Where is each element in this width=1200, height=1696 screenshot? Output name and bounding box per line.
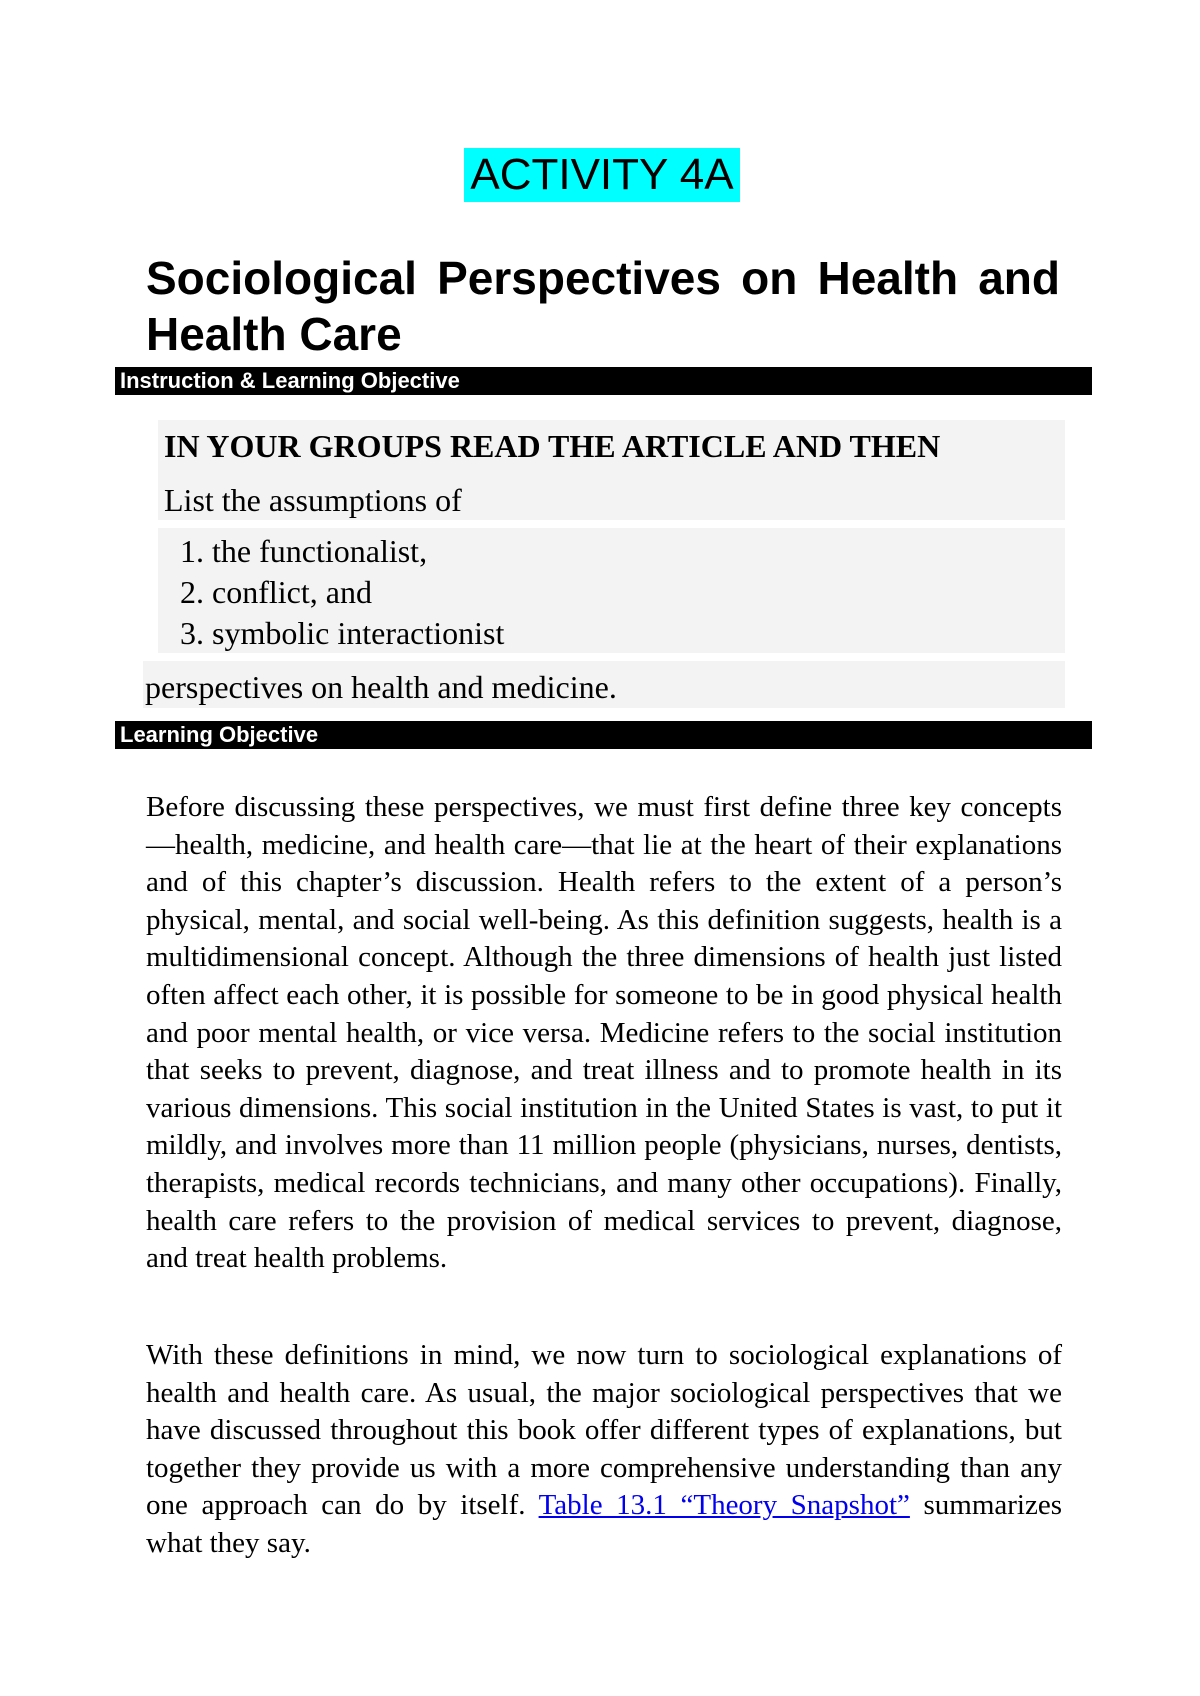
perspective-list	[180, 531, 504, 654]
theory-snapshot-link[interactable]: Table 13.1 “Theory Snapshot”	[538, 1489, 910, 1522]
activity-title-wrap	[0, 148, 1200, 202]
document-title: Sociological Perspectives on Health and Health Care	[146, 252, 1060, 360]
activity-title: ACTIVITY 4A	[464, 148, 739, 202]
body-paragraph-definitions: Before discussing these perspectives, we must first define three key concepts—health, medicine, and health care—that lie at the heart of their explanations and of this chapter’s discussion. Health refers to the extent of a person’s physical, mental, and social well-being. As this definition suggests, health is a multidimensional concept. Although the three dimensions of health just listed often affect each other, it is possible for someone to be in good physical health and poor mental health, or vice versa. Medicine refers to the social institution that seeks to prevent, diagnose, and treat illness and to promote health in its various dimensions. This social institution in the United States is vast, to put it mildly, and involves more than 11 million people (physicians, nurses, dentists, therapists, medical records technicians, and many other occupations). Finally, health care refers to the provision of medical services to prevent, diagnose, and treat health problems.	[146, 791, 1062, 1275]
instruction-tail: perspectives on health and medicine.	[145, 669, 617, 705]
section-bar-learning-objective: Learning Objective	[115, 721, 1092, 749]
section-bar-instruction: Instruction & Learning Objective	[115, 367, 1092, 395]
list-item: 1. the functionalist,	[180, 533, 428, 569]
instruction-lead: List the assumptions of	[164, 482, 462, 518]
body-paragraph-explanations	[146, 1337, 1062, 1563]
list-item: 2. conflict, and	[180, 574, 372, 610]
list-item: 3. symbolic interactionist	[180, 615, 505, 651]
instruction-heading: IN YOUR GROUPS READ THE ARTICLE AND THEN	[164, 428, 941, 464]
paragraph-text-end: summarizes what they say.	[146, 1489, 1062, 1559]
paragraph-text-start: With these definitions in mind, we now turn to sociological explanations of health and health care. As usual, the major sociological perspectives that we have discussed throughout this book offer different types of explanations, but together they provide us with a more comprehensive understanding than any one approach can do by itself.	[146, 1339, 1062, 1522]
